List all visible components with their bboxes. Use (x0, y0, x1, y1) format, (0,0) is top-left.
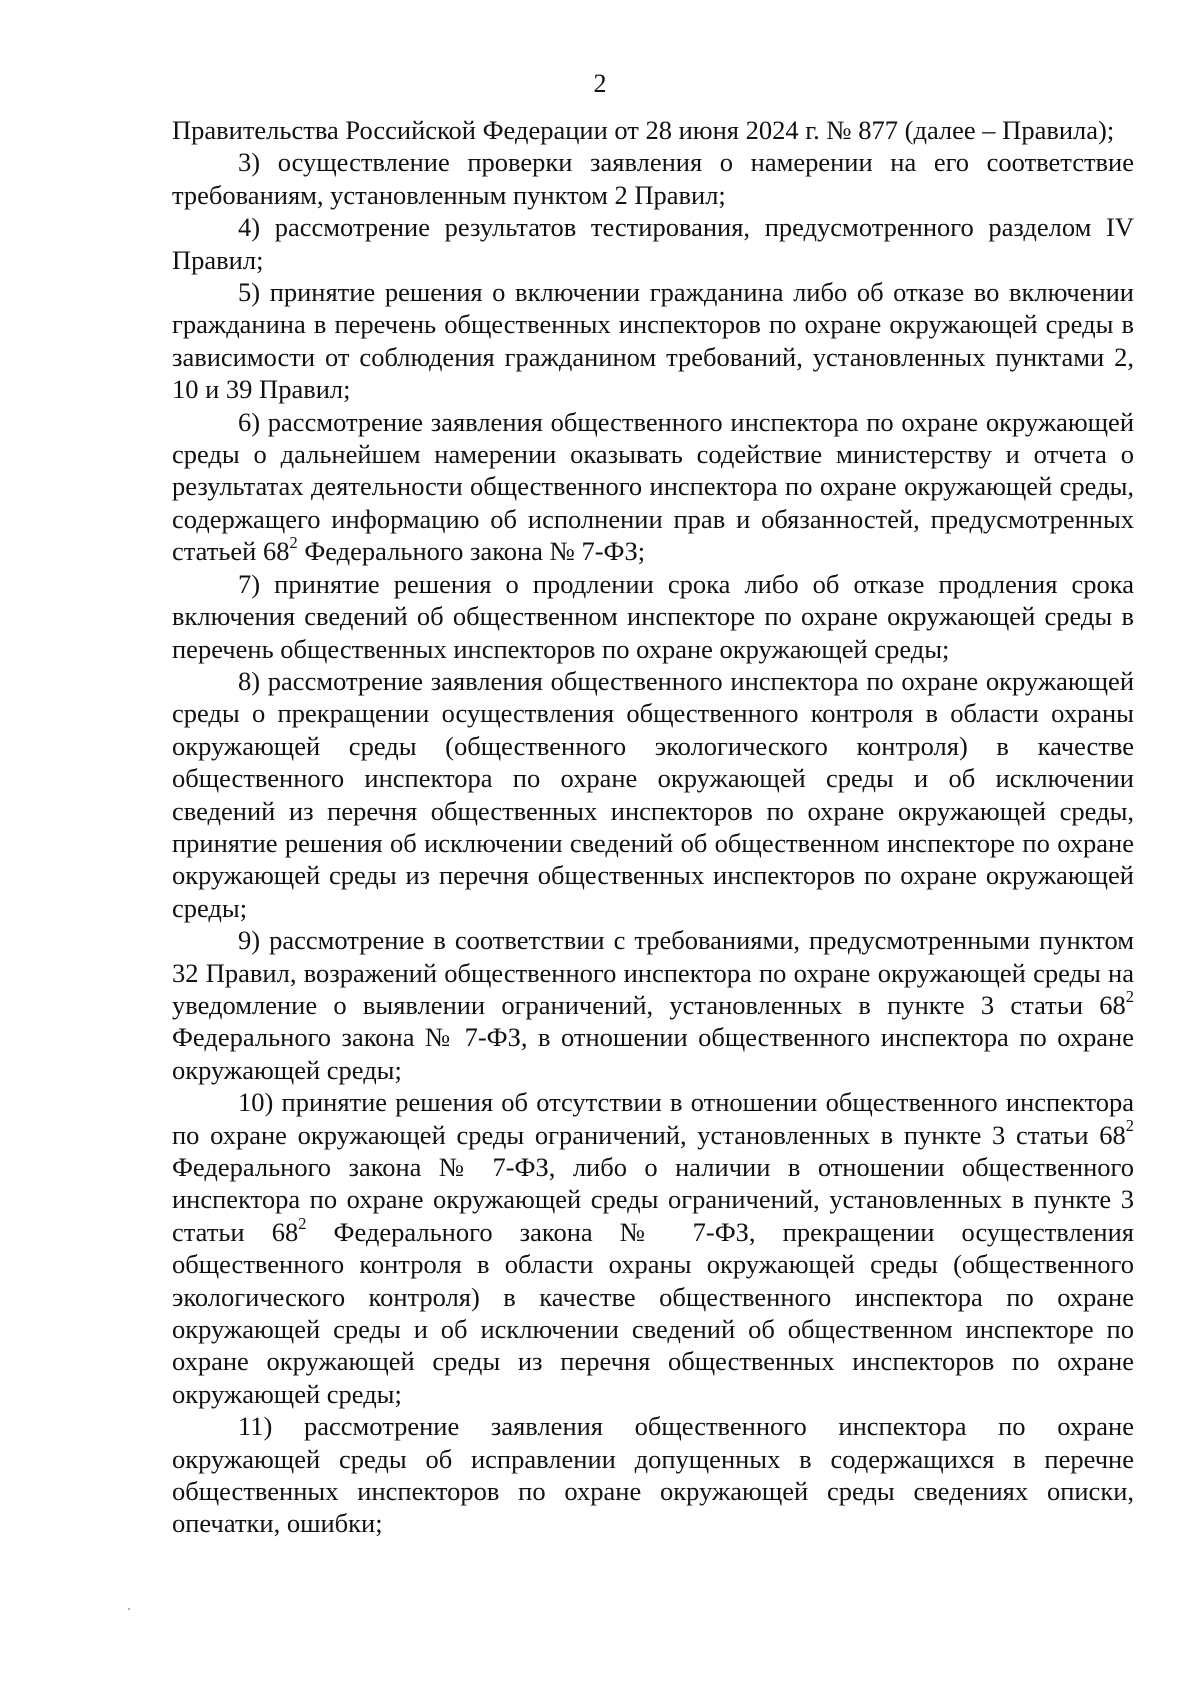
paragraph: 6) рассмотрение заявления общественного инспектора по охране окружающей среды о дальнейшем намерении оказывать содействие министерству и отчета о результатах деятельности общественного инспектора по охране окружающей среды, содержащего информацию об исполнении прав и обязанностей, предусмотренных статьей $68^2$ Федерального закона № 7-ФЗ; (172, 406, 1134, 567)
paragraph: 10) принятие решения об отсутствии в отношении общественного инспектора по охране окружающей среды ограничений, установленных в пункте 3 статьи $68^2$ Федерального закона № 7-ФЗ, либо о наличии в отношении общественного инспектора по охране окружающей среды ограничений, установленных в пункте 3 статьи $68^2$ Федерального закона № 7-ФЗ, прекращении осуществления общественного контроля в области охраны окружающей среды (общественного экологического контроля) в качестве общественного инспектора по охране окружающей среды и об исключении сведений об общественном инспекторе по охране окружающей среды из перечня общественных инспекторов по охране окружающей среды; (172, 1087, 1134, 1409)
superscript: 2 (1125, 986, 1134, 1006)
paragraph: 4) рассмотрение результатов тестирования, предусмотренного разделом IV Правил; (172, 212, 1134, 275)
paragraph: 9) рассмотрение в соответствии с требованиями, предусмотренными пунктом 32 Правил, возражений общественного инспектора по охране окружающей среды на уведомление о выявлении ограничений, установленных в пункте 3 статьи $68^2$ Федерального закона № 7-ФЗ, в отношении общественного инспектора по охране окружающей среды; (172, 925, 1134, 1085)
paragraph: 7) принятие решения о продлении срока либо об отказе продления срока включения сведений об общественном инспекторе по охране окружающей среды в перечень общественных инспекторов по охране окружающей среды; (172, 568, 1134, 664)
paragraph: 5) принятие решения о включении гражданина либо об отказе во включении гражданина в перечень общественных инспекторов по охране окружающей среды в зависимости от соблюдения гражданином требований, установленных пунктами 2, 10 и 39 Правил; (172, 277, 1134, 405)
paragraph: Правительства Российской Федерации от 28 июня 2024 г. № 877 (далее – Правила); (172, 115, 1115, 145)
paragraph: 11) рассмотрение заявления общественного инспектора по охране окружающей среды об исправлении допущенных в содержащихся в перечне общественных инспекторов по охране окружающей среды сведениях описки, опечатки, ошибки; (172, 1411, 1134, 1539)
page-number: 2 (593, 69, 607, 98)
paragraph: 3) осуществление проверки заявления о намерении на его соответствие требованиям, установленным пунктом 2 Правил; (172, 147, 1134, 210)
scan-artifact (128, 1608, 130, 1610)
document-body (172, 114, 1134, 1540)
superscript: 2 (289, 533, 298, 552)
superscript: 2 (1125, 1116, 1134, 1136)
superscript: 2 (298, 1213, 307, 1233)
paragraph: 8) рассмотрение заявления общественного инспектора по охране окружающей среды о прекращении осуществления общественного контроля в области охраны окружающей среды (общественного экологического контроля) в качестве общественного инспектора по охране окружающей среды и об исключении сведений из перечня общественных инспекторов по охране окружающей среды, принятие решения об исключении сведений об общественном инспекторе по охране окружающей среды из перечня общественных инспекторов по охране окружающей среды; (172, 665, 1134, 923)
